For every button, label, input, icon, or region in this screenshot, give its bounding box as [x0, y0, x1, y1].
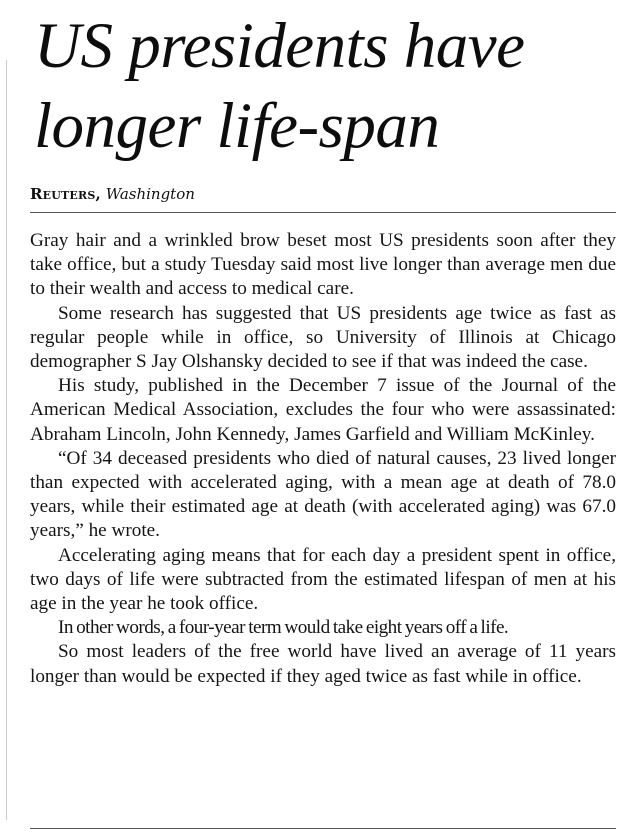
article-paragraph-1: Gray hair and a wrinkled brow beset most US presidents soon after they take office, but a study Tuesday said most live longer than average men due to their wealth and access to medical care.: [30, 230, 616, 300]
article-body: [30, 229, 616, 689]
byline-source: Reuters,: [30, 185, 101, 203]
article-paragraph-6: In other words, a four-year term would take eight years off a life.: [58, 617, 509, 639]
headline-line-1: US presidents have: [34, 10, 525, 82]
headline-line-2: longer life-span: [34, 90, 440, 162]
column-divider: [6, 60, 7, 820]
article-paragraph-5: Accelerating aging means that for each day a president spent in office, two days of life were subtracted from the estimated lifespan of men at his age in the year he took office.: [30, 544, 616, 615]
headline: [34, 6, 634, 166]
byline-place: Washington: [105, 185, 195, 203]
byline: [30, 184, 195, 204]
article-paragraph-2: Some research has suggested that US presidents age twice as fast as regular people while in office, so University of Illinois at Chicago demographer S Jay Olshansky decided to see if that was indeed the case.: [30, 302, 616, 373]
byline-divider: [30, 212, 616, 213]
article-end-rule: [30, 828, 616, 829]
article-paragraph-7: So most leaders of the free world have lived an average of 11 years longer than would be expected if they aged twice as fast while in office.: [30, 641, 616, 687]
article-paragraph-3: His study, published in the December 7 issue of the Journal of the American Medical Association, excludes the four who were assassinated: Abraham Lincoln, John Kennedy, James Garfield and William McKinley.: [30, 375, 616, 445]
article-paragraph-4: “Of 34 deceased presidents who died of natural causes, 23 lived longer than expected with accelerated aging, with a mean age at death of 78.0 years, while their estimated age at death (with accelerated aging) was 67.0 years,” he wrote.: [30, 447, 616, 542]
